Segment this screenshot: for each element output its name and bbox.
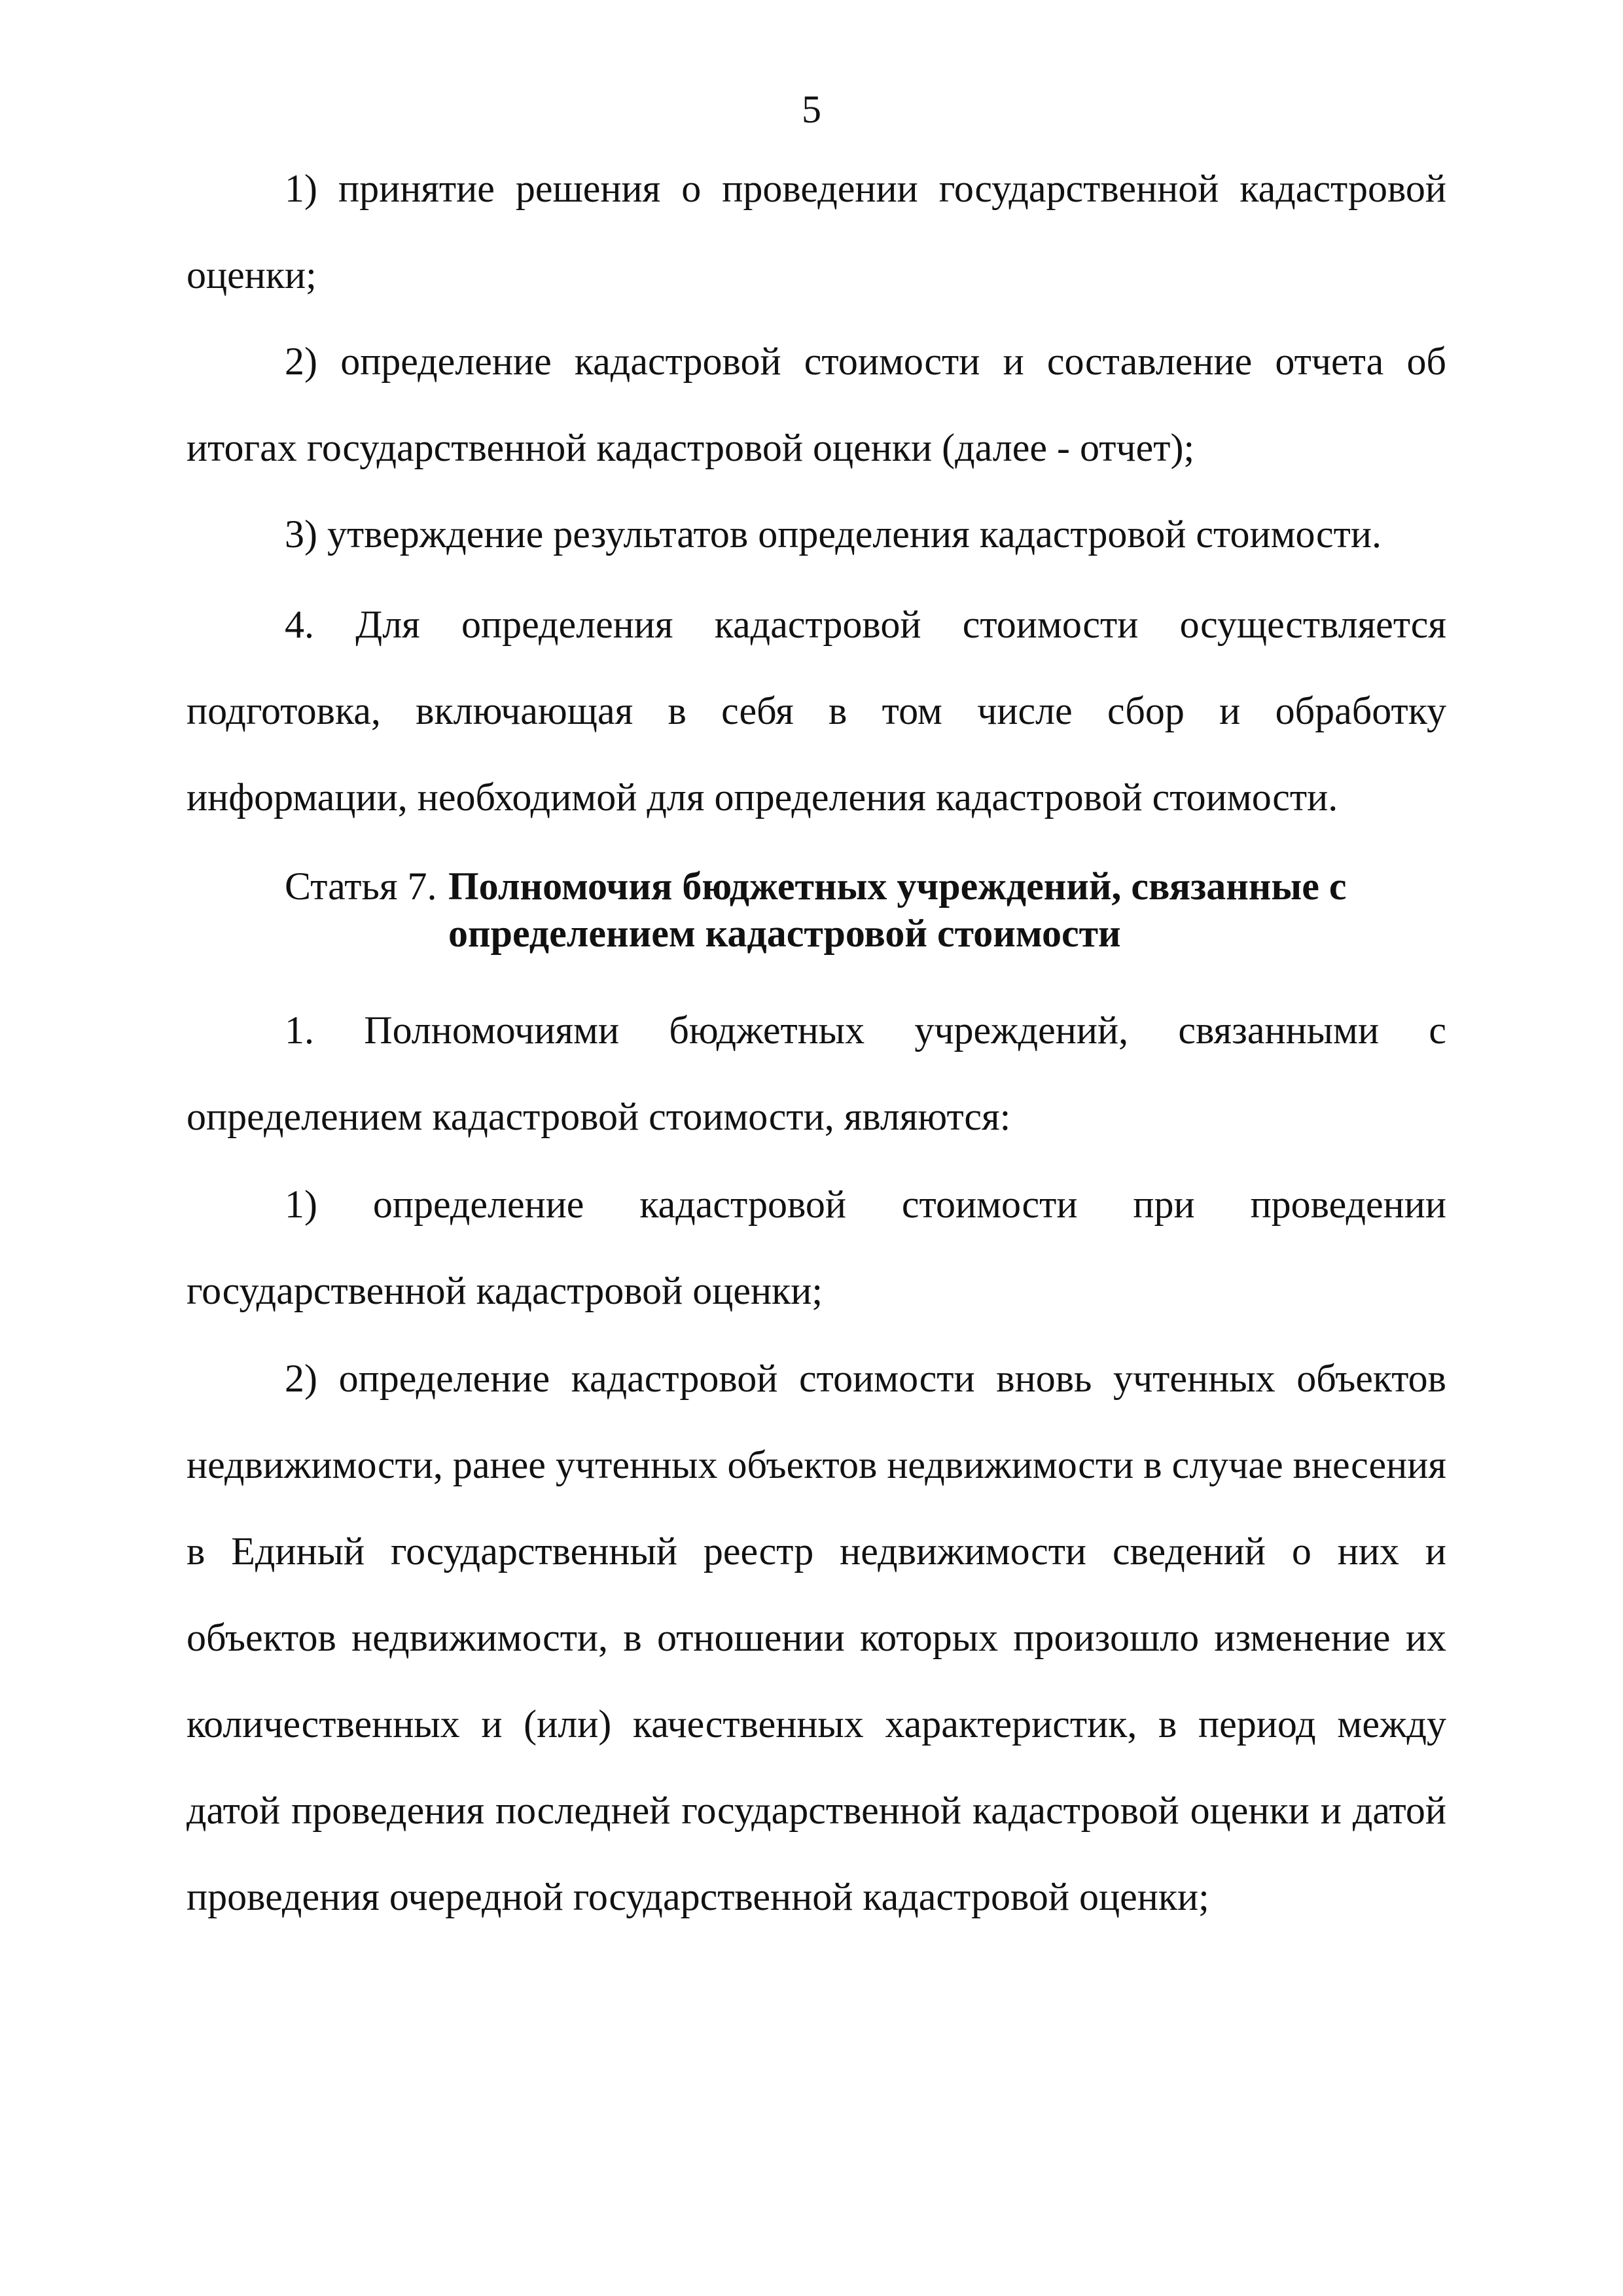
paragraph-decision: 1) принятие решения о проведении государственной кадастровой оценки; xyxy=(187,167,1446,296)
paragraph-power-1: 1) определение кадастровой стоимости при проведении государственной кадастровой оценки; xyxy=(187,1183,1446,1312)
paragraph-powers-intro: 1. Полномочиями бюджетных учреждений, связанными с определением кадастровой стоимости, являются: xyxy=(187,1009,1446,1138)
article-title: Полномочия бюджетных учреждений, связанные с определением кадастровой стоимости xyxy=(448,865,1347,955)
paragraph-approval: 3) утверждение результатов определения кадастровой стоимости. xyxy=(285,512,1382,556)
article-label: Статья 7. xyxy=(285,865,437,908)
page-number: 5 xyxy=(802,88,821,131)
paragraph-power-2: 2) определение кадастровой стоимости вновь учтенных объектов недвижимости, ранее учтенных объектов недвижимости в случае внесения в Единый государственный реестр недвижимости сведений о них и объектов недвижимости, в отношении которых произошло изменение их количественных и (или) качественных характеристик, в период между датой проведения последней государственной кадастровой оценки и датой проведения очередной государственной кадастровой оценки; xyxy=(187,1357,1446,1918)
paragraph-preparation: 4. Для определения кадастровой стоимости осуществляется подготовка, включающая в себя в том числе сбор и обработку информации, необходимой для определения кадастровой стоимости. xyxy=(187,603,1446,819)
paragraph-report: 2) определение кадастровой стоимости и составление отчета об итогах государственной кадастровой оценки (далее - отчет); xyxy=(187,340,1446,469)
